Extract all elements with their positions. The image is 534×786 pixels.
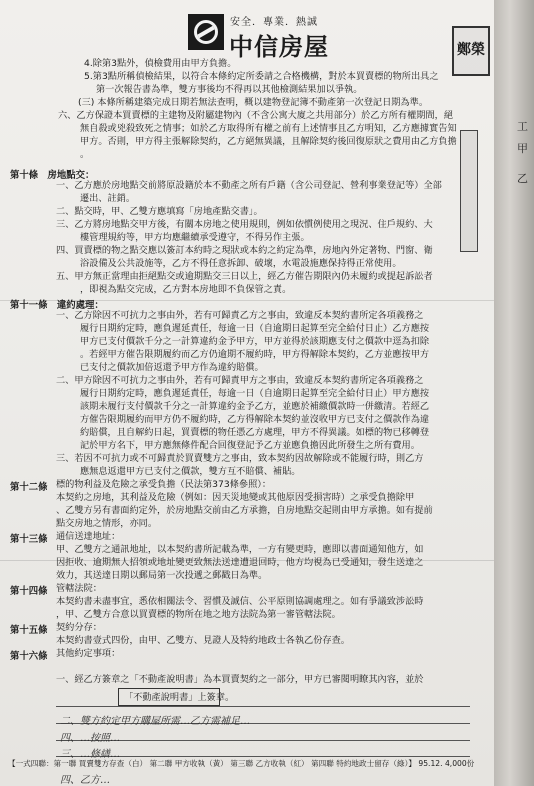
- writing-line: [56, 706, 470, 707]
- brand-slogan: 安全．專業．熱誠: [230, 17, 318, 28]
- text-line-l12: 三、乙方將房地點交甲方後，有關本房地之使用規則，例如依慣例使用之現況、住戶規約、大: [56, 219, 433, 230]
- text-line-l24: 履行日期約定時，應負遲延責任，每逾一日（自逾期日起算至完全給付日止）甲方應按: [80, 388, 430, 399]
- section-heading-s11: 第十一條 違約處理：: [10, 300, 104, 311]
- text-line-l22: 已支付之價款加倍返還予甲方作為違約賠償。: [80, 362, 264, 373]
- text-line-l13: 樓管理規約等，甲方均應繼續承受遵守，不得另作主張。: [80, 232, 310, 243]
- text-line-l28: 記於甲方名下，甲方應無條件配合回復登記予乙方並應負擔因此所發生之所有費用。: [80, 440, 420, 451]
- text-line-l17: ，即視為點交完成，乙方對本房地即不負保管之責。: [80, 284, 292, 295]
- text-line-l44: 其他約定事項：: [56, 648, 121, 659]
- text-line-l30: 應無息返還甲方已支付之價款，雙方互不賠償、補貼。: [80, 466, 301, 477]
- signature-strip: [460, 130, 478, 252]
- text-line-l37: 因拒收、逾期無人招領或地址變更致無法送達遭退回時，他方均視為已受通知，發生送達之: [56, 557, 424, 568]
- text-line-l16: 五、甲方無正當理由拒絕點交或逾期點交三日以上，經乙方催告期限內仍未履約或提起訴訟者: [56, 271, 433, 282]
- section-heading-s14: 第十四條: [10, 586, 48, 597]
- section-heading-s10: 第十條 房地點交：: [10, 170, 95, 181]
- section-heading-s16: 第十六條: [10, 651, 48, 662]
- section-heading-s15: 第十五條: [10, 625, 48, 636]
- form-footer: 【一式四聯：第一聯 買賣雙方存查（白） 第二聯 甲方收執（黃） 第三聯 乙方收執（紅） 第四聯 特約地政士留存（綠）】 95.12. 4,000份: [8, 759, 475, 768]
- text-line-l23: 二、甲方除因不可抗力之事由外，若有可歸責甲方之事由，致違反本契約書所定各項義務之: [56, 375, 424, 386]
- text-line-l25: 該期未履行支付價款千分之一計算違約金予乙方，並應於補繳價款時一併繳清。若經乙: [80, 401, 430, 412]
- text-line-l32: 本契約之房地，其利益及危險（例如：因天災地變或其他原因受損害時）之承受負擔除甲: [56, 492, 415, 503]
- text-line-l6: 無自殺或兇殺致死之情事；如於乙方取得所有權之前有上述情事且乙方明知，乙方應據實告知: [80, 123, 457, 134]
- text-line-l14: 四、買賣標的物之點交應以簽訂本約時之現狀或本約之約定為準，房地內外定著物、門窗、衛: [56, 245, 433, 256]
- text-line-l15: 浴設備及公共設施等，乙方不得任意拆卸、破壞，水電設施應保持得正常使用。: [80, 258, 402, 269]
- adjacent-page-edge: [494, 0, 534, 786]
- handwritten-line-h2: 四、…按照…: [60, 733, 120, 744]
- handwritten-line-h1: 二、雙方約定甲方購屋所需…乙方需補足…: [60, 716, 250, 727]
- text-line-l8: 。: [80, 149, 90, 160]
- section-heading-s12: 第十二條: [10, 482, 48, 493]
- text-line-l40: 本契約書未盡事宜，悉依相關法令、習慣及誠信、公平原則協調處理之。如有爭議致涉訟時: [56, 596, 424, 607]
- text-line-l2: 5.第3點所稱偵檢結果，以符合本條約定所委請之合格機構，對於本買賣標的物所出具之: [84, 71, 439, 82]
- text-line-l19: 履行日期約定時，應負遲延責任，每逾一日（自逾期日起算至完全給付日止）乙方應按: [80, 323, 430, 334]
- text-line-l1: 4.除第3點外，偵檢費用由甲方負擔。: [84, 58, 237, 69]
- edge-char: 乙: [517, 172, 528, 185]
- text-line-l9: 一、乙方應於房地點交前將原設籍於本不動產之所有戶籍（含公司登記、營利事業登記等）全部: [56, 180, 442, 191]
- brand-name: 中信房屋: [229, 33, 329, 61]
- text-line-l4: (三) 本條所稱建築完成日期若無法查明，概以建物登記簿不動產第一次登記日期為準。: [78, 97, 429, 108]
- text-line-l10: 遷出、註銷。: [80, 193, 136, 204]
- text-line-l41: ，甲、乙雙方合意以買賣標的物所在地之地方法院為第一審管轄法院。: [56, 609, 341, 620]
- text-line-l20: 甲方已支付價款千分之一計算違約金予甲方，甲方並得於該期應支付之價款中逕為扣除: [80, 336, 430, 347]
- seal-stamp: 鄭榮: [452, 26, 490, 76]
- handwritten-line-h3: 三、…修繕…: [60, 749, 120, 760]
- text-line-l3: 第一次報告書為準，雙方事後均不得再以其他檢測結果加以爭執。: [96, 84, 363, 95]
- text-line-l7: 甲方。否則，甲方得主張解除契約，乙方絕無異議，且解除契約後回復原狀之費用由乙方負擔: [80, 136, 457, 147]
- text-line-l38: 效力，其送達日期以郵局第一次投遞之郵戳日為準。: [56, 570, 268, 581]
- text-line-l42: 契約分存：: [56, 622, 102, 633]
- disclosure-box: [118, 688, 220, 706]
- text-line-l33: 、乙雙方另有書面約定外，於房地點交前由乙方承擔，自房地點交起則由甲方承擔。如有提前: [56, 505, 433, 516]
- text-line-l46: 「不動產說明書」上簽章。: [124, 692, 235, 703]
- text-line-l11: 二、點交時，甲、乙雙方應填寫「房地產點交書」。: [56, 206, 263, 217]
- text-line-l35: 通信送達地址：: [56, 531, 121, 542]
- text-line-l34: 點交房地之情形，亦同。: [56, 518, 158, 529]
- text-line-l31: 標的物利益及危險之承受負擔（民法第373條參照）：: [56, 479, 272, 490]
- text-line-l39: 管轄法院：: [56, 583, 102, 594]
- text-line-l21: 。若經甲方催告限期履約而乙方仍逾期不履約時，甲方得解除本契約，乙方並應按甲方: [80, 349, 430, 360]
- section-heading-s13: 第十三條: [10, 534, 48, 545]
- edge-char: 甲: [517, 142, 528, 155]
- text-line-l36: 甲、乙雙方之通訊地址，以本契約書所記載為準，一方有變更時，應即以書面通知他方，如: [56, 544, 424, 555]
- handwritten-line-h4: 四、乙方…: [60, 775, 110, 786]
- text-line-l5: 六、乙方保證本買賣標的主建物及附屬建物內（不含公寓大廈之共用部分）於乙方所有權期間，絕: [58, 110, 454, 121]
- edge-char: 工: [517, 120, 528, 133]
- brand-logo-icon: [188, 14, 224, 50]
- text-line-l45: 一、經乙方簽章之「不動產說明書」為本買賣契約之一部分，甲方已審閱明瞭其內容，並於: [56, 674, 424, 685]
- text-line-l27: 約賠償，且自解約日起，買賣標的物任憑乙方處理，甲方不得異議。如標的物已移轉登: [80, 427, 430, 438]
- text-line-l26: 方催告限期履約而甲方仍不履約時，乙方得解除本契約並沒收甲方已支付之價款作為違: [80, 414, 430, 425]
- text-line-l18: 一、乙方除因不可抗力之事由外，若有可歸責乙方之事由，致違反本契約書所定各項義務之: [56, 310, 424, 321]
- text-line-l43: 本契約書壹式四份，由甲、乙雙方、見證人及特約地政士各執乙份存查。: [56, 635, 350, 646]
- text-line-l29: 三、若因不可抗力或不可歸責於買賣雙方之事由，致本契約因故解除或不能履行時，則乙方: [56, 453, 424, 464]
